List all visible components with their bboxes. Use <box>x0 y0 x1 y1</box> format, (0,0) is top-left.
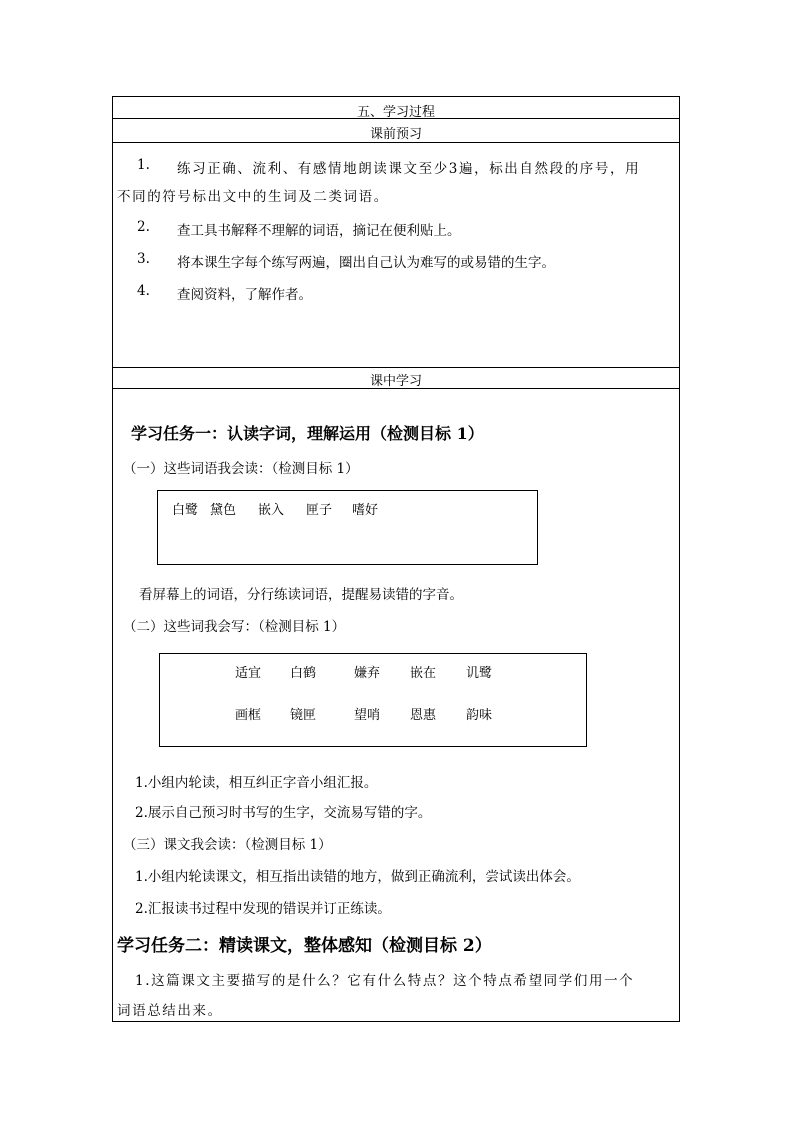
text-step-2: 2.汇报读书过程中发现的错误并订正练读。 <box>135 901 391 917</box>
lesson-table <box>112 96 680 1022</box>
write-word: 讥鹭 <box>466 666 493 681</box>
read-word: 黛色 <box>210 503 237 518</box>
preview-item-2-number: 2. <box>137 219 150 235</box>
read-word: 匣子 <box>306 503 333 518</box>
write-word: 嫌弃 <box>354 666 381 681</box>
text-step-1: 1.小组内轮读课文，相互指出读错的地方，做到正确流利，尝试读出体会。 <box>135 869 580 885</box>
preview-item-3-number: 3. <box>137 251 150 267</box>
preview-item-1-text-cont: 不同的符号标出文中的生词及二类词语。 <box>117 189 389 205</box>
row-divider <box>113 142 679 143</box>
preview-header: 课前预习 <box>369 127 422 142</box>
preview-item-2-text: 查工具书解释不理解的词语，摘记在便利贴上。 <box>177 223 461 239</box>
read-words-box <box>157 490 538 565</box>
task1-title: 学习任务一：认读字词，理解运用（检测目标 1） <box>131 424 484 443</box>
preview-item-1-number: 1. <box>137 157 150 173</box>
task1-sub3: （三）课文我会读：（检测目标 1） <box>123 837 332 853</box>
write-words-box <box>159 653 587 747</box>
write-step-1: 1.小组内轮读，相互纠正字音小组汇报。 <box>135 775 378 791</box>
task1-sub1: （一）这些词语我会读：（检测目标 1） <box>123 461 359 477</box>
task2-question-1: 1.这篇课文主要描写的是什么？它有什么特点？这个特点希望同学们用一个 <box>135 973 635 989</box>
write-word: 画框 <box>235 708 262 723</box>
write-word: 适宜 <box>235 666 262 681</box>
row-divider <box>113 388 679 389</box>
read-word: 嗜好 <box>352 503 379 518</box>
read-word: 嵌入 <box>258 503 285 518</box>
preview-item-4-number: 4. <box>137 283 150 299</box>
row-divider <box>113 367 679 368</box>
write-step-2: 2.展示自己预习时书写的生字，交流易写错的字。 <box>135 805 432 821</box>
write-word: 望哨 <box>354 708 381 723</box>
write-word: 白鹤 <box>290 666 317 681</box>
class-header: 课中学习 <box>369 374 422 389</box>
write-word: 恩惠 <box>410 708 437 723</box>
preview-item-3-text: 将本课生字每个练写两遍，圈出自己认为难写的或易错的生字。 <box>177 255 555 271</box>
preview-item-4-text: 查阅资料，了解作者。 <box>177 287 312 303</box>
write-word: 嵌在 <box>410 666 437 681</box>
preview-item-1-text: 练习正确、流利、有感情地朗读课文至少3遍，标出自然段的序号，用 <box>177 161 641 177</box>
task1-sub2: （二）这些词我会写：（检测目标 1） <box>123 619 346 635</box>
row-divider <box>113 118 679 119</box>
section-title: 五、学习过程 <box>356 105 435 120</box>
read-note: 看屏幕上的词语，分行练读词语，提醒易读错的字音。 <box>139 587 463 603</box>
write-word: 镜匣 <box>290 708 317 723</box>
task2-question-1-cont: 词语总结出来。 <box>117 1003 223 1019</box>
task2-title: 学习任务二：精读课文，整体感知（检测目标 2） <box>117 936 492 956</box>
read-word: 白鹭 <box>172 503 199 518</box>
write-word: 韵味 <box>466 708 493 723</box>
